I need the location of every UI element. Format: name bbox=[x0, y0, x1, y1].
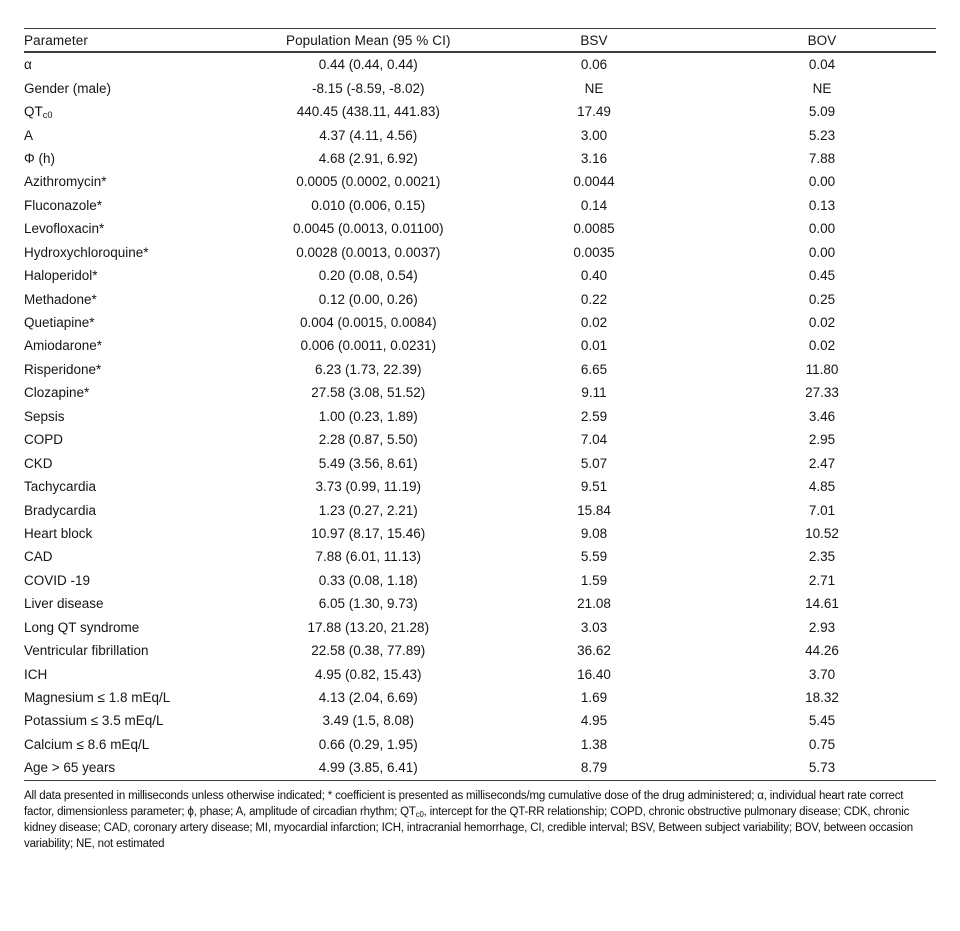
param-cell: Quetiapine* bbox=[24, 315, 95, 331]
bsv-cell: 0.40 bbox=[580, 268, 608, 284]
bov-cell: 2.93 bbox=[808, 619, 836, 635]
bsv-cell: NE bbox=[584, 80, 604, 96]
bov-cell: 2.95 bbox=[808, 432, 836, 448]
table-row bbox=[24, 756, 936, 780]
bov-cell: 10.52 bbox=[805, 525, 839, 541]
bov-cell: 11.80 bbox=[805, 361, 839, 377]
param-cell: A bbox=[24, 127, 34, 143]
bov-cell: 2.47 bbox=[808, 455, 836, 471]
param-cell: ICH bbox=[24, 666, 48, 682]
bsv-cell: 4.95 bbox=[580, 713, 608, 729]
mean-cell: 0.004 (0.0015, 0.0084) bbox=[299, 315, 437, 331]
bsv-cell: 9.11 bbox=[581, 385, 607, 401]
table-row bbox=[24, 733, 936, 756]
bov-cell: 2.35 bbox=[808, 549, 836, 565]
table-footnote: All data presented in milliseconds unless otherwise indicated; * coefficient is presented as milliseconds/mg cumulative dose of the drug administered; α, individual heart rate correct factor, dimensionless parameter; ϕ, phase; A, amplitude of circadian rhythm; $QT_{c0}$, intercept for the QT-RR relationship; COPD, chronic obstructive pulmonary disease; CDK, chronic kidney disease; CAD, coronary artery disease; MI, myocardial infarction; ICH, intracranial hemorrhage, CI, credible interval; BSV, Between subject variability; BOV, between occasion variability; NE, not estimated bbox=[24, 789, 913, 851]
mean-cell: 0.20 (0.08, 0.54) bbox=[318, 268, 418, 284]
mean-cell: 2.28 (0.87, 5.50) bbox=[318, 432, 418, 448]
bsv-cell: 7.04 bbox=[580, 432, 608, 448]
bsv-cell: 0.06 bbox=[580, 57, 608, 73]
header-row bbox=[24, 29, 936, 53]
param-cell: Methadone* bbox=[24, 291, 97, 307]
bsv-cell: 5.59 bbox=[580, 549, 608, 565]
bsv-cell: 17.49 bbox=[577, 104, 611, 120]
bov-cell: 0.13 bbox=[808, 197, 836, 213]
bov-cell: 18.32 bbox=[805, 690, 839, 706]
table-row bbox=[24, 498, 936, 521]
mean-cell: 1.00 (0.23, 1.89) bbox=[318, 408, 418, 424]
table-row bbox=[24, 592, 936, 615]
mean-cell: 440.45 (438.11, 441.83) bbox=[296, 104, 440, 120]
bsv-cell: 0.14 bbox=[580, 197, 608, 213]
mean-cell: 0.0045 (0.0013, 0.01100) bbox=[292, 221, 444, 237]
table-row bbox=[24, 616, 936, 639]
mean-cell: 22.58 (0.38, 77.89) bbox=[311, 643, 426, 659]
table-row bbox=[24, 194, 936, 217]
param-cell: Liver disease bbox=[24, 596, 104, 612]
bov-cell: 44.26 bbox=[805, 643, 839, 659]
param-cell: Age > 65 years bbox=[24, 760, 116, 776]
col-header-parameter: Parameter bbox=[24, 29, 257, 53]
bov-cell: 27.33 bbox=[805, 385, 839, 401]
mean-cell: 17.88 (13.20, 21.28) bbox=[307, 619, 430, 635]
parameter-table-container bbox=[24, 28, 936, 864]
mean-cell: 0.44 (0.44, 0.44) bbox=[318, 57, 418, 73]
bov-cell: 0.25 bbox=[808, 291, 836, 307]
bov-cell: 4.85 bbox=[808, 479, 836, 495]
param-cell: Hydroxychloroquine* bbox=[24, 244, 149, 260]
bsv-cell: 0.01 bbox=[580, 338, 608, 354]
bov-cell: 0.45 bbox=[808, 268, 836, 284]
mean-cell: -8.15 (-8.59, -8.02) bbox=[311, 80, 425, 96]
mean-cell: 0.12 (0.00, 0.26) bbox=[318, 291, 418, 307]
param-cell: Haloperidol* bbox=[24, 268, 98, 284]
param-cell: CKD bbox=[24, 455, 53, 471]
bsv-cell: 0.0035 bbox=[573, 244, 615, 260]
bov-cell: 0.02 bbox=[808, 338, 836, 354]
param-cell: COVID -19 bbox=[24, 572, 91, 588]
param-cell: Calcium ≤ 8.6 mEq/L bbox=[24, 736, 150, 752]
table-row bbox=[24, 639, 936, 662]
param-cell: Heart block bbox=[24, 525, 93, 541]
mean-cell: 7.88 (6.01, 11.13) bbox=[315, 549, 422, 565]
bov-cell: 5.09 bbox=[808, 104, 836, 120]
mean-cell: 5.49 (3.56, 8.61) bbox=[318, 455, 418, 471]
table-row bbox=[24, 287, 936, 310]
bov-cell: 7.01 bbox=[808, 502, 836, 518]
bsv-cell: 9.08 bbox=[580, 525, 608, 541]
bov-cell: NE bbox=[812, 80, 832, 96]
table-row bbox=[24, 123, 936, 146]
table-row bbox=[24, 170, 936, 193]
table-row bbox=[24, 686, 936, 709]
table-row bbox=[24, 100, 936, 123]
mean-cell: 0.0005 (0.0002, 0.0021) bbox=[296, 174, 441, 190]
table-row bbox=[24, 76, 936, 99]
bsv-cell: 0.0085 bbox=[573, 221, 615, 237]
bov-cell: 3.46 bbox=[808, 408, 836, 424]
bov-cell: 14.61 bbox=[805, 596, 839, 612]
param-cell: Bradycardia bbox=[24, 502, 97, 518]
param-cell: Risperidone* bbox=[24, 361, 102, 377]
mean-cell: 0.0028 (0.0013, 0.0037) bbox=[296, 244, 441, 260]
table-row bbox=[24, 334, 936, 357]
param-cell: Potassium ≤ 3.5 mEq/L bbox=[24, 713, 164, 729]
mean-cell: 3.49 (1.5, 8.08) bbox=[322, 713, 415, 729]
param-cell: Sepsis bbox=[24, 408, 65, 424]
bov-cell: 7.88 bbox=[808, 150, 836, 166]
col-header-bsv: BSV bbox=[480, 29, 708, 53]
table-row bbox=[24, 475, 936, 498]
mean-cell: 4.99 (3.85, 6.41) bbox=[318, 760, 418, 776]
mean-cell: 0.006 (0.0011, 0.0231) bbox=[300, 338, 437, 354]
mean-cell: 0.33 (0.08, 1.18) bbox=[318, 572, 418, 588]
bsv-cell: 1.38 bbox=[580, 736, 608, 752]
bsv-cell: 0.22 bbox=[580, 291, 608, 307]
bsv-cell: 36.62 bbox=[577, 643, 611, 659]
mean-cell: 10.97 (8.17, 15.46) bbox=[311, 525, 426, 541]
bsv-cell: 0.0044 bbox=[573, 174, 615, 190]
param-cell: Gender (male) bbox=[24, 80, 112, 96]
table-row bbox=[24, 311, 936, 334]
mean-cell: 6.23 (1.73, 22.39) bbox=[314, 361, 422, 377]
table-row bbox=[24, 405, 936, 428]
mean-cell: 27.58 (3.08, 51.52) bbox=[311, 385, 426, 401]
bov-cell: 0.75 bbox=[808, 736, 836, 752]
param-cell: Azithromycin* bbox=[24, 174, 107, 190]
bov-cell: 2.71 bbox=[808, 572, 836, 588]
param-cell: COPD bbox=[24, 432, 64, 448]
bov-cell: 0.02 bbox=[808, 315, 836, 331]
mean-cell: 4.13 (2.04, 6.69) bbox=[318, 690, 418, 706]
mean-cell: 4.68 (2.91, 6.92) bbox=[318, 150, 418, 166]
bsv-cell: 15.84 bbox=[577, 502, 611, 518]
mean-cell: 6.05 (1.30, 9.73) bbox=[318, 596, 418, 612]
bov-cell: 5.23 bbox=[808, 127, 836, 143]
param-cell: Ventricular fibrillation bbox=[24, 643, 149, 659]
table-row bbox=[24, 662, 936, 685]
table-row bbox=[24, 545, 936, 568]
bov-cell: 3.70 bbox=[808, 666, 836, 682]
parameter-estimates-table bbox=[24, 28, 936, 781]
param-cell: Fluconazole* bbox=[24, 197, 103, 213]
param-cell: CAD bbox=[24, 549, 53, 565]
table-row bbox=[24, 381, 936, 404]
bsv-cell: 2.59 bbox=[580, 408, 608, 424]
param-cell: $QT_{c0}$ bbox=[24, 104, 53, 121]
mean-cell: 1.23 (0.27, 2.21) bbox=[318, 502, 418, 518]
bsv-cell: 3.00 bbox=[580, 127, 608, 143]
table-row bbox=[24, 451, 936, 474]
table-row bbox=[24, 241, 936, 264]
param-cell: Amiodarone* bbox=[24, 338, 103, 354]
param-cell: Magnesium ≤ 1.8 mEq/L bbox=[24, 690, 171, 706]
col-header-bov: BOV bbox=[708, 29, 936, 53]
table-row bbox=[24, 264, 936, 287]
bsv-cell: 5.07 bbox=[580, 455, 608, 471]
bov-cell: 0.00 bbox=[808, 244, 836, 260]
bov-cell: 5.45 bbox=[808, 713, 836, 729]
table-row bbox=[24, 358, 936, 381]
bsv-cell: 3.16 bbox=[580, 150, 608, 166]
mean-cell: 4.37 (4.11, 4.56) bbox=[319, 127, 418, 143]
table-row bbox=[24, 569, 936, 592]
col-header-population-mean: Population Mean (95 % CI) bbox=[257, 29, 480, 53]
bsv-cell: 1.59 bbox=[580, 572, 608, 588]
bov-cell: 5.73 bbox=[808, 760, 836, 776]
mean-cell: 0.66 (0.29, 1.95) bbox=[318, 736, 418, 752]
mean-cell: 4.95 (0.82, 15.43) bbox=[314, 666, 422, 682]
table-row bbox=[24, 428, 936, 451]
bsv-cell: 8.79 bbox=[580, 760, 608, 776]
bsv-cell: 6.65 bbox=[580, 361, 608, 377]
param-cell: Levofloxacin* bbox=[24, 221, 105, 237]
bsv-cell: 0.02 bbox=[580, 315, 608, 331]
mean-cell: 3.73 (0.99, 11.19) bbox=[315, 479, 422, 495]
table-row bbox=[24, 147, 936, 170]
param-cell: α bbox=[24, 57, 32, 73]
bsv-cell: 3.03 bbox=[580, 619, 608, 635]
bov-cell: 0.04 bbox=[808, 57, 836, 73]
bsv-cell: 1.69 bbox=[580, 690, 608, 706]
bov-cell: 0.00 bbox=[808, 174, 836, 190]
param-cell: Φ (h) bbox=[24, 150, 56, 166]
param-cell: Clozapine* bbox=[24, 385, 90, 401]
table-row bbox=[24, 709, 936, 732]
bov-cell: 0.00 bbox=[808, 221, 836, 237]
param-cell: Tachycardia bbox=[24, 479, 97, 495]
bsv-cell: 9.51 bbox=[580, 479, 608, 495]
param-cell: Long QT syndrome bbox=[24, 619, 140, 635]
bsv-cell: 16.40 bbox=[577, 666, 611, 682]
table-body bbox=[24, 52, 936, 780]
mean-cell: 0.010 (0.006, 0.15) bbox=[311, 197, 426, 213]
table-row bbox=[24, 52, 936, 76]
table-header bbox=[24, 29, 936, 53]
table-row bbox=[24, 217, 936, 240]
bsv-cell: 21.08 bbox=[577, 596, 611, 612]
table-row bbox=[24, 522, 936, 545]
